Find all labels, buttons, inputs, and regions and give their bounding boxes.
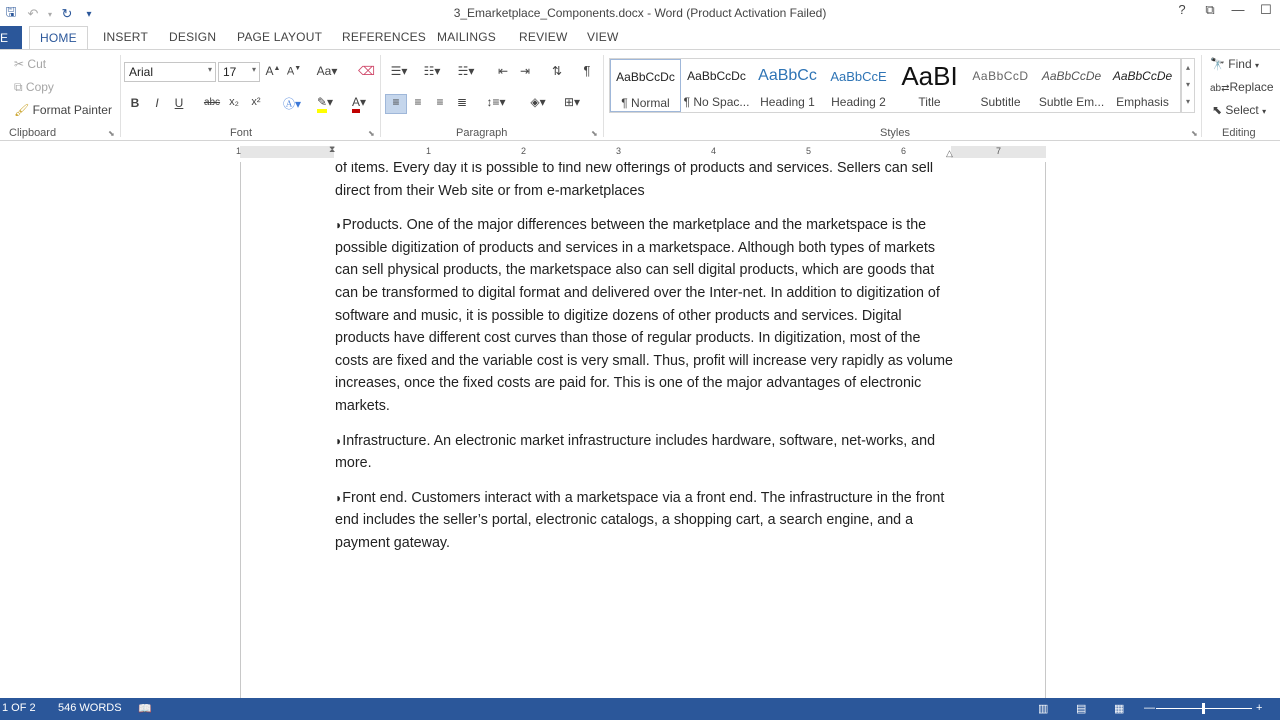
- style-heading-2[interactable]: [823, 59, 894, 112]
- undo-dropdown-icon[interactable]: ▾: [47, 9, 52, 19]
- format-painter-button[interactable]: [14, 103, 112, 117]
- style-sample: AaBbCcDe: [1041, 69, 1102, 83]
- style-name: ¶ No Spac...: [683, 95, 750, 109]
- status-bar: [0, 698, 1280, 720]
- paragraph[interactable]: of items. Every day it is possible to find new offerings of products and services. Sellers can sell direct from their Web site or from e-marketplaces: [335, 162, 934, 199]
- paragraph[interactable]: [335, 430, 955, 475]
- style-no-spacing[interactable]: [681, 59, 752, 112]
- web-layout-icon[interactable]: ▦: [1114, 703, 1125, 715]
- group-divider: [1201, 55, 1202, 137]
- line-spacing-icon[interactable]: ↕≡▾: [486, 95, 506, 109]
- shading-icon[interactable]: ◈▾: [530, 95, 546, 109]
- bold-button[interactable]: B: [130, 96, 140, 110]
- paragraph[interactable]: [335, 214, 955, 417]
- more-icon[interactable]: ▾: [1185, 97, 1190, 106]
- ribbon-display-options-icon[interactable]: ⧉: [1205, 2, 1215, 17]
- group-divider: [380, 55, 381, 137]
- align-center-icon[interactable]: ≡: [414, 95, 422, 109]
- bullet-icon: ◗: [335, 490, 343, 505]
- horizontal-ruler[interactable]: [236, 144, 1046, 158]
- increase-indent-icon[interactable]: ⇥: [519, 64, 531, 78]
- borders-icon[interactable]: ⊞▾: [563, 95, 581, 109]
- ruler-number: 6: [901, 146, 907, 156]
- indent-marker-icon[interactable]: ⧗: [329, 144, 336, 154]
- style-name: Heading 1: [760, 95, 815, 109]
- paragraph-text: Front end. Customers interact with a marketspace via a front end. The infrastructure in the front end includes the seller’s portal, electronic catalogs, a shopping cart, a search engine, and a payment gateway.: [335, 489, 945, 551]
- shrink-font-icon[interactable]: A▼: [286, 65, 302, 78]
- style-sample: AaBbCc: [758, 67, 817, 84]
- window-title: 3_Emarketplace_Components.docx - Word (Product Activation Failed): [453, 6, 827, 20]
- styles-launcher-icon[interactable]: ⬊: [1191, 129, 1198, 138]
- paragraph-text: Products. One of the major differences between the marketplace and the marketspace is the possible digitization of products and services in a marketspace. Although both types of markets can sell physical products, the marketspace also can sell digital products, which are goods that can be transformed to digital format and delivered over the Inter-net. In addition to digitization of software and music, it is possible to digitize dozens of other products and services. Digital products have different cost curves than those of regular products. In digitization, most of the costs are fixed and the variable cost is very small. Thus, profit will increase very rapidly as volume increases, once the fixed costs are paid for. This is one of the major advantages of electronic markets.: [335, 217, 953, 414]
- select-label: Select: [1225, 103, 1259, 117]
- read-mode-icon[interactable]: ▥: [1038, 703, 1049, 715]
- styles-gallery: [609, 58, 1181, 113]
- copy-icon: ⧉: [14, 80, 23, 94]
- multilevel-list-icon[interactable]: ☵▾: [457, 64, 475, 78]
- ruler-number: 3: [616, 146, 622, 156]
- print-layout-icon[interactable]: ▤: [1076, 703, 1087, 715]
- italic-button[interactable]: I: [155, 96, 159, 110]
- style-sample: AaBI: [901, 61, 958, 91]
- strikethrough-button[interactable]: abc: [203, 97, 221, 108]
- align-right-icon[interactable]: ≡: [436, 95, 444, 109]
- zoom-in-icon[interactable]: +: [1256, 702, 1263, 714]
- tab-mailings[interactable]: MAILINGS: [437, 30, 496, 44]
- document-body[interactable]: [335, 162, 955, 567]
- paragraph-text: Infrastructure. An electronic market infrastructure includes hardware, software, net-works, and more.: [335, 432, 936, 472]
- redo-icon[interactable]: ↻: [61, 6, 73, 21]
- tab-review[interactable]: REVIEW: [519, 30, 568, 44]
- style-sample: AaBbCcDe: [1112, 69, 1173, 83]
- chevron-down-icon: ▾: [207, 65, 212, 74]
- style-subtle-emphasis[interactable]: [1036, 59, 1107, 112]
- decrease-indent-icon[interactable]: ⇤: [497, 64, 509, 78]
- editing-group-label: Editing: [1222, 127, 1256, 139]
- font-color-icon[interactable]: A▾: [344, 95, 374, 109]
- ruler-number: 4: [711, 146, 717, 156]
- tab-references[interactable]: REFERENCES: [342, 30, 427, 44]
- highlight-color-icon[interactable]: ✎▾: [310, 95, 340, 109]
- paragraph[interactable]: [335, 487, 955, 555]
- cut-button[interactable]: [14, 57, 46, 71]
- copy-label: Copy: [25, 80, 54, 94]
- text-effects-icon[interactable]: Ⓐ▾: [282, 97, 302, 111]
- document-page[interactable]: [240, 162, 1046, 702]
- style-normal[interactable]: [610, 59, 681, 112]
- align-left-icon[interactable]: ≡: [385, 94, 407, 114]
- tab-view[interactable]: VIEW: [587, 30, 619, 44]
- format-painter-label: Format Painter: [32, 103, 112, 117]
- style-sample: AaBbCcDc: [616, 70, 675, 84]
- style-name: Heading 2: [831, 95, 886, 109]
- ruler-number: 7: [996, 146, 1002, 156]
- copy-button[interactable]: [14, 80, 54, 95]
- find-button[interactable]: 🔭 Find ▾: [1210, 57, 1259, 71]
- proofing-icon[interactable]: 📖: [138, 703, 152, 715]
- ruler-number: 2: [521, 146, 527, 156]
- ruler-number: 1: [426, 146, 432, 156]
- style-sample: AaBbCcD: [972, 69, 1029, 83]
- group-divider: [120, 55, 121, 137]
- font-launcher-icon[interactable]: ⬊: [368, 129, 375, 138]
- font-name-value: Arial: [129, 65, 154, 79]
- bullet-icon: ◗: [335, 218, 343, 233]
- style-name: Emphasis: [1116, 95, 1169, 109]
- chevron-down-icon: ▾: [251, 65, 256, 74]
- find-label: Find: [1228, 57, 1252, 71]
- style-title[interactable]: [894, 59, 965, 112]
- clipboard-group-label: Clipboard: [9, 127, 57, 139]
- clear-formatting-icon[interactable]: ⌫: [358, 64, 375, 78]
- select-button[interactable]: ⬉ Select ▾: [1212, 103, 1267, 117]
- title-bar: [0, 0, 1280, 26]
- numbering-icon[interactable]: ☷▾: [423, 64, 441, 78]
- right-indent-marker-icon[interactable]: △: [946, 148, 953, 158]
- cut-label: Cut: [27, 57, 47, 71]
- scissors-icon: ✂: [14, 57, 25, 71]
- underline-button[interactable]: U: [174, 96, 184, 110]
- ribbon-tabs: [0, 26, 1280, 49]
- page-count[interactable]: 1 OF 2: [2, 702, 36, 714]
- tab-insert[interactable]: INSERT: [103, 30, 148, 44]
- clipboard-launcher-icon[interactable]: ⬊: [108, 129, 115, 138]
- style-sample: AaBbCcE: [830, 69, 887, 84]
- styles-gallery-scroll[interactable]: [1181, 58, 1195, 113]
- grow-font-icon[interactable]: A▲: [265, 64, 281, 78]
- zoom-thumb[interactable]: [1202, 703, 1205, 714]
- ruler-number: 1: [236, 146, 242, 156]
- chevron-up-icon[interactable]: ▴: [1185, 63, 1190, 72]
- change-case-icon[interactable]: Aa▾: [316, 64, 338, 78]
- superscript-button[interactable]: x²: [251, 96, 261, 108]
- style-name: ¶ Normal: [621, 96, 670, 110]
- bullet-icon: ◗: [335, 433, 343, 448]
- window-controls: [1168, 2, 1280, 18]
- tab-home[interactable]: HOME: [29, 26, 88, 50]
- word-count[interactable]: 546 WORDS: [58, 702, 122, 714]
- replace-button[interactable]: [1210, 80, 1274, 94]
- replace-icon: ab⇄: [1210, 83, 1230, 94]
- font-size-combo[interactable]: [218, 62, 260, 82]
- tab-design[interactable]: DESIGN: [169, 30, 217, 44]
- paragraph-launcher-icon[interactable]: ⬊: [591, 129, 598, 138]
- style-sample: AaBbCcDc: [687, 69, 746, 83]
- save-icon[interactable]: 🖫: [5, 4, 17, 19]
- style-emphasis[interactable]: [1107, 59, 1178, 112]
- paintbrush-icon: 🖌: [14, 103, 30, 117]
- undo-icon[interactable]: ↶: [27, 6, 39, 21]
- help-icon[interactable]: ?: [1178, 2, 1186, 17]
- binoculars-icon: 🔭: [1210, 57, 1225, 71]
- font-group-label: Font: [230, 127, 253, 139]
- tab-file[interactable]: E: [0, 26, 22, 49]
- replace-label: Replace: [1229, 80, 1274, 94]
- style-subtitle[interactable]: [965, 59, 1036, 112]
- sort-icon[interactable]: ⇅: [551, 64, 563, 78]
- show-paragraph-marks-icon[interactable]: ¶: [583, 63, 591, 78]
- style-name: Subtitle: [980, 95, 1021, 109]
- style-name: Title: [918, 95, 941, 109]
- style-name: Subtle Em...: [1038, 95, 1105, 109]
- ruler-number: 5: [806, 146, 812, 156]
- minimize-icon[interactable]: —: [1231, 2, 1245, 17]
- styles-group-label: Styles: [880, 127, 910, 139]
- zoom-out-icon[interactable]: —: [1144, 702, 1155, 714]
- subscript-button[interactable]: x₂: [229, 96, 239, 108]
- group-divider: [603, 55, 604, 137]
- justify-icon[interactable]: ≣: [456, 95, 468, 109]
- bullets-icon[interactable]: ☰▾: [390, 64, 408, 78]
- cursor-icon: ⬉: [1212, 103, 1223, 117]
- font-size-value: 17: [223, 65, 237, 79]
- maximize-icon[interactable]: ☐: [1260, 2, 1272, 17]
- paragraph-group-label: Paragraph: [456, 127, 508, 139]
- customize-qat-icon[interactable]: ▾: [86, 8, 92, 20]
- font-name-combo[interactable]: [124, 62, 216, 82]
- style-heading-1[interactable]: [752, 59, 823, 112]
- chevron-down-icon[interactable]: ▾: [1185, 80, 1190, 89]
- tab-page-layout[interactable]: PAGE LAYOUT: [237, 30, 323, 44]
